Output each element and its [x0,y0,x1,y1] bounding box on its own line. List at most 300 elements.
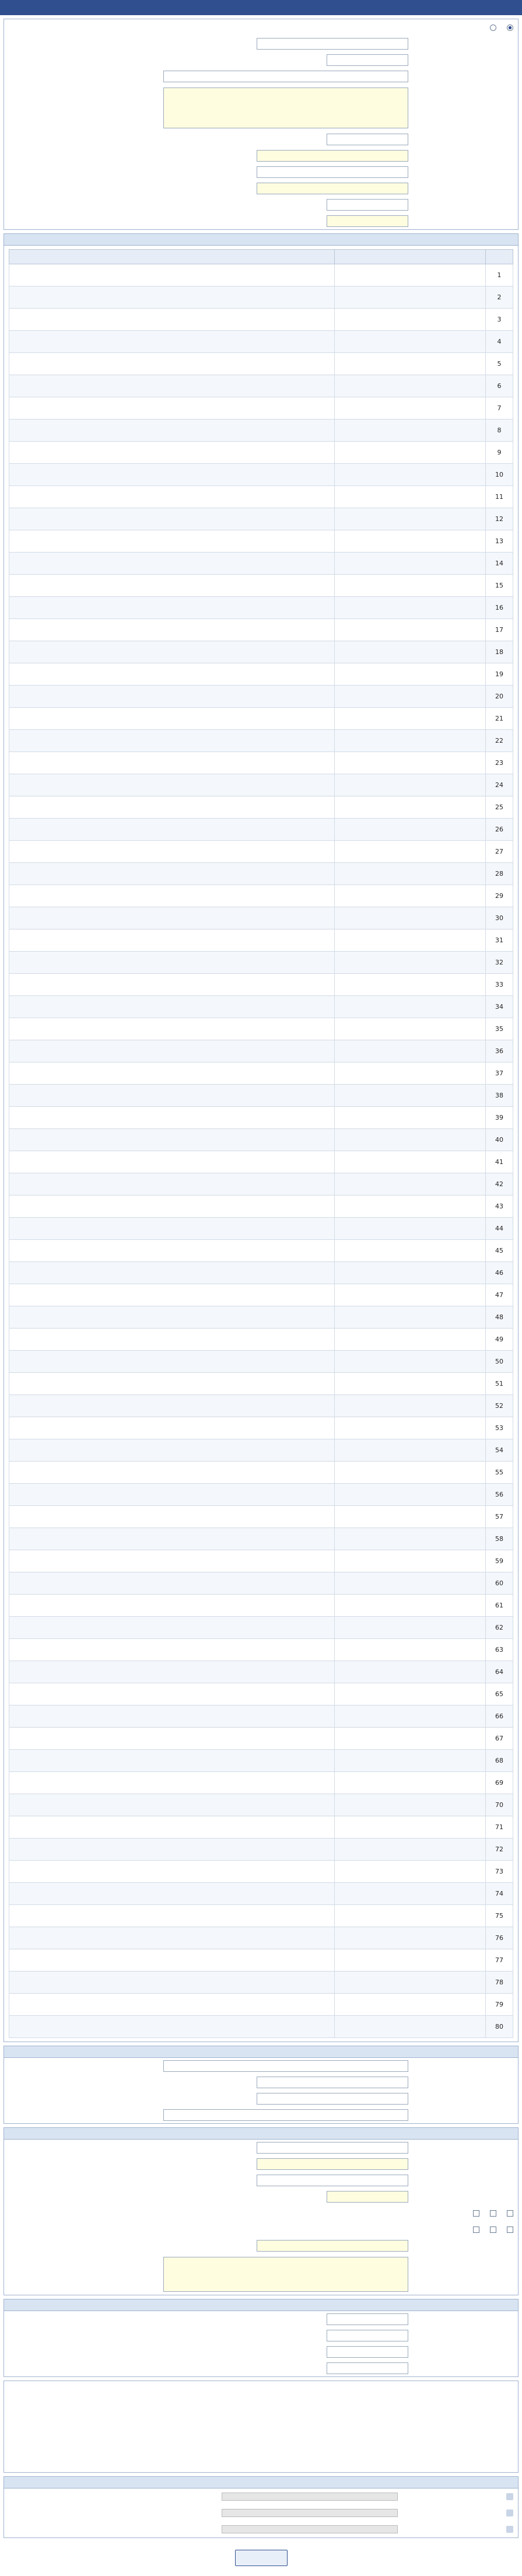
table-row [9,420,513,442]
field-value[interactable] [327,2191,408,2203]
footer-button[interactable] [235,2550,288,2566]
header-field-row [4,36,518,52]
cell-code [335,974,486,996]
check-option[interactable] [488,2227,496,2233]
cell-num: 77 [486,1949,513,1972]
table-row [9,1572,513,1595]
cell-code [335,619,486,641]
table-row [9,1484,513,1506]
cell-code [335,553,486,575]
cell-code [335,1040,486,1062]
notes-section [3,2381,519,2473]
column-header-desc [9,250,335,264]
table-row [9,1927,513,1949]
cell-desc [9,863,335,885]
download-progress [222,2509,398,2517]
header-form [3,19,519,230]
table-row [9,464,513,486]
table-row [9,796,513,819]
field-value[interactable] [257,166,408,178]
org-field-row [4,2058,518,2074]
cell-num: 31 [486,929,513,952]
cell-desc [9,619,335,641]
header-field-row [4,131,518,148]
dates-field-row [4,2360,518,2376]
column-header-code [335,250,486,264]
table-row [9,530,513,553]
table-row [9,841,513,863]
cell-code [335,641,486,663]
table-row [9,1728,513,1750]
cell-desc [9,1129,335,1151]
check-option[interactable] [471,2210,479,2217]
cell-num: 63 [486,1639,513,1661]
field-value[interactable] [327,2313,408,2325]
cell-num: 72 [486,1838,513,1861]
cell-desc [9,1550,335,1572]
cell-desc [9,1816,335,1838]
table-row [9,597,513,619]
cell-num: 41 [486,1151,513,1173]
table-row [9,686,513,708]
cell-num: 12 [486,508,513,530]
cell-num: 37 [486,1062,513,1085]
table-row [9,1617,513,1639]
cell-desc [9,1284,335,1306]
cell-num: 43 [486,1196,513,1218]
cell-code [335,1329,486,1351]
cell-code [335,1218,486,1240]
cell-code [335,1506,486,1528]
cell-num: 34 [486,996,513,1018]
table-row [9,1462,513,1484]
cell-num: 17 [486,619,513,641]
table-row [9,353,513,375]
table-row [9,1772,513,1794]
cell-desc [9,1417,335,1439]
cell-desc [9,530,335,553]
cell-num: 75 [486,1905,513,1927]
cell-code [335,907,486,929]
cell-desc [9,1306,335,1329]
cell-desc [9,1838,335,1861]
checkbox [490,2210,496,2217]
field-value[interactable] [327,2330,408,2341]
field-value[interactable] [257,2240,408,2252]
table-row [9,1595,513,1617]
documents-section [3,2476,519,2538]
cell-num: 7 [486,397,513,420]
finance-field-row [4,2172,518,2189]
cell-desc [9,663,335,686]
check-option[interactable] [488,2210,496,2217]
page-footer [0,2542,522,2576]
cell-code [335,774,486,796]
cell-code [335,1794,486,1816]
cell-code [335,1816,486,1838]
table-row [9,331,513,353]
cell-desc [9,885,335,907]
cell-num: 5 [486,353,513,375]
table-row [9,508,513,530]
cell-code [335,597,486,619]
cell-num: 32 [486,952,513,974]
cell-num: 1 [486,264,513,286]
cell-code [335,1262,486,1284]
note-text [4,2381,518,2411]
cell-code [335,375,486,397]
cell-num: 47 [486,1284,513,1306]
cell-code [335,1639,486,1661]
codes-header-row [9,250,513,264]
field-value[interactable] [327,54,408,66]
field-value[interactable] [257,38,408,50]
cell-code [335,1661,486,1683]
cell-desc [9,1572,335,1595]
cell-code [335,530,486,553]
cell-code [335,663,486,686]
cell-code [335,353,486,375]
cell-desc [9,708,335,730]
radio-dot [490,25,496,31]
field-value[interactable] [163,2257,408,2292]
cell-code [335,1750,486,1772]
cell-desc [9,1617,335,1639]
cell-num: 44 [486,1218,513,1240]
cell-num: 50 [486,1351,513,1373]
table-row [9,1639,513,1661]
cell-num: 27 [486,841,513,863]
cell-num: 13 [486,530,513,553]
cell-desc [9,1351,335,1373]
table-row [9,309,513,331]
cell-code [335,1949,486,1972]
cell-desc [9,464,335,486]
cell-code [335,1351,486,1373]
cell-code [335,1528,486,1550]
cell-code [335,1972,486,1994]
note-text [4,2411,518,2442]
field-value[interactable] [327,199,408,211]
radio-option-2[interactable] [488,25,496,31]
table-row [9,1107,513,1129]
cell-code [335,397,486,420]
cell-code [335,952,486,974]
table-row [9,1550,513,1572]
cell-desc [9,1661,335,1683]
cell-code [335,1439,486,1462]
table-row [9,1861,513,1883]
field-value[interactable] [163,71,408,82]
finance-check-row [4,2221,518,2238]
cell-desc [9,1528,335,1550]
cell-num: 35 [486,1018,513,1040]
finance-section [3,2127,519,2295]
cell-code [335,508,486,530]
field-value[interactable] [163,2109,408,2121]
cell-num: 68 [486,1750,513,1772]
table-row [9,1883,513,1905]
cell-num: 53 [486,1417,513,1439]
table-row [9,1905,513,1927]
field-value[interactable] [327,2346,408,2358]
document-row[interactable] [4,2505,518,2521]
cell-num: 3 [486,309,513,331]
field-value[interactable] [327,215,408,227]
field-value[interactable] [257,150,408,162]
table-row [9,1439,513,1462]
table-row [9,663,513,686]
field-value[interactable] [257,2077,408,2088]
table-row [9,1750,513,1772]
file-icon [506,2526,513,2533]
cell-desc [9,486,335,508]
cell-code [335,752,486,774]
cell-code [335,1572,486,1595]
file-icon [506,2509,513,2516]
cell-code [335,442,486,464]
cell-num: 16 [486,597,513,619]
radio-dot [507,25,513,31]
org-field-row [4,2107,518,2123]
checkbox [507,2210,513,2217]
cell-code [335,1129,486,1151]
cell-desc [9,1439,335,1462]
cell-code [335,1306,486,1329]
table-row [9,1062,513,1085]
cell-desc [9,1085,335,1107]
cell-desc [9,1107,335,1129]
cell-code [335,885,486,907]
codes-body [9,264,513,2038]
field-value[interactable] [257,2175,408,2186]
cell-num: 62 [486,1617,513,1639]
cell-code [335,730,486,752]
cell-desc [9,1861,335,1883]
cell-num: 69 [486,1772,513,1794]
table-row [9,996,513,1018]
checkbox [473,2227,479,2233]
check-option[interactable] [471,2227,479,2233]
cell-desc [9,1883,335,1905]
cell-code [335,1395,486,1417]
cell-num: 11 [486,486,513,508]
page-title [0,0,522,15]
cell-desc [9,1484,335,1506]
cell-desc [9,1395,335,1417]
cell-num: 42 [486,1173,513,1196]
table-row [9,708,513,730]
field-value[interactable] [257,2093,408,2105]
cell-desc [9,841,335,863]
org-field-row [4,2074,518,2091]
cell-desc [9,819,335,841]
cell-desc [9,1949,335,1972]
cell-num: 60 [486,1572,513,1595]
cell-desc [9,686,335,708]
cell-desc [9,1329,335,1351]
cell-num: 58 [486,1528,513,1550]
cell-desc [9,996,335,1018]
table-row [9,1683,513,1705]
cell-num: 9 [486,442,513,464]
table-row [9,885,513,907]
cell-code [335,420,486,442]
cell-num: 78 [486,1972,513,1994]
cell-desc [9,1994,335,2016]
table-row [9,952,513,974]
field-value[interactable] [327,134,408,145]
cell-num: 38 [486,1085,513,1107]
cell-num: 73 [486,1861,513,1883]
cell-desc [9,1240,335,1262]
cell-desc [9,420,335,442]
cell-num: 66 [486,1705,513,1728]
cell-desc [9,907,335,929]
table-row [9,752,513,774]
table-row [9,1018,513,1040]
cell-desc [9,508,335,530]
cell-num: 74 [486,1883,513,1905]
radio-option-1[interactable] [505,25,513,31]
field-value[interactable] [257,183,408,194]
section-title [4,2477,518,2488]
field-value[interactable] [257,2158,408,2170]
table-row [9,819,513,841]
cell-code [335,1595,486,1617]
cell-code [335,1883,486,1905]
table-row [9,1284,513,1306]
cell-code [335,1018,486,1040]
table-row [9,264,513,286]
cell-desc [9,1173,335,1196]
cell-num: 46 [486,1262,513,1284]
field-value[interactable] [163,88,408,128]
cell-num: 48 [486,1306,513,1329]
file-icon [506,2493,513,2500]
cell-code [335,1683,486,1705]
download-progress [222,2525,398,2533]
cell-code [335,1085,486,1107]
checkbox [507,2227,513,2233]
cell-code [335,686,486,708]
cell-desc [9,1040,335,1062]
cell-desc [9,264,335,286]
cell-desc [9,1639,335,1661]
cell-num: 54 [486,1439,513,1462]
document-row[interactable] [4,2488,518,2505]
cell-desc [9,1794,335,1816]
cell-code [335,819,486,841]
finance-field-row [4,2140,518,2156]
cell-desc [9,1506,335,1528]
cell-num: 61 [486,1595,513,1617]
cell-desc [9,1705,335,1728]
table-row [9,1240,513,1262]
cell-desc [9,442,335,464]
cell-desc [9,1218,335,1240]
cell-code [335,841,486,863]
section-title [4,2299,518,2311]
table-row [9,1040,513,1062]
table-row [9,1528,513,1550]
cell-desc [9,752,335,774]
cell-code [335,1927,486,1949]
table-row [9,1218,513,1240]
cell-code [335,486,486,508]
table-row [9,286,513,309]
cell-num: 40 [486,1129,513,1151]
cell-code [335,1107,486,1129]
field-value[interactable] [257,2142,408,2154]
table-row [9,1661,513,1683]
cell-code [335,1151,486,1173]
table-row [9,1129,513,1151]
field-value[interactable] [163,2060,408,2072]
document-row[interactable] [4,2521,518,2537]
cell-code [335,1838,486,1861]
checkbox [490,2227,496,2233]
cell-code [335,286,486,309]
table-row [9,1705,513,1728]
table-row [9,1794,513,1816]
codes-table [9,249,513,2038]
cell-code [335,796,486,819]
cell-desc [9,1373,335,1395]
cell-code [335,929,486,952]
cell-num: 56 [486,1484,513,1506]
header-field-row [4,164,518,180]
cell-desc [9,1772,335,1794]
cell-code [335,708,486,730]
cell-num: 52 [486,1395,513,1417]
cell-num: 36 [486,1040,513,1062]
table-row [9,1506,513,1528]
cell-code [335,1240,486,1262]
cell-code [335,1550,486,1572]
cell-num: 6 [486,375,513,397]
table-row [9,1949,513,1972]
header-field-row [4,148,518,164]
header-field-row [4,52,518,68]
cell-num: 23 [486,752,513,774]
cell-desc [9,730,335,752]
cell-num: 15 [486,575,513,597]
cell-num: 49 [486,1329,513,1351]
cell-code [335,863,486,885]
download-progress [222,2493,398,2501]
finance-field-row [4,2189,518,2205]
cell-desc [9,331,335,353]
table-row [9,619,513,641]
cell-desc [9,952,335,974]
cell-desc [9,1196,335,1218]
cell-code [335,1417,486,1439]
check-option[interactable] [505,2210,513,2217]
field-value[interactable] [327,2362,408,2374]
check-option[interactable] [505,2227,513,2233]
table-row [9,1373,513,1395]
table-row [9,1151,513,1173]
header-field-row [4,68,518,85]
cell-desc [9,375,335,397]
table-row [9,575,513,597]
cell-num: 19 [486,663,513,686]
table-row [9,1329,513,1351]
org-field-row [4,2091,518,2107]
cell-code [335,2016,486,2038]
cell-desc [9,1905,335,1927]
